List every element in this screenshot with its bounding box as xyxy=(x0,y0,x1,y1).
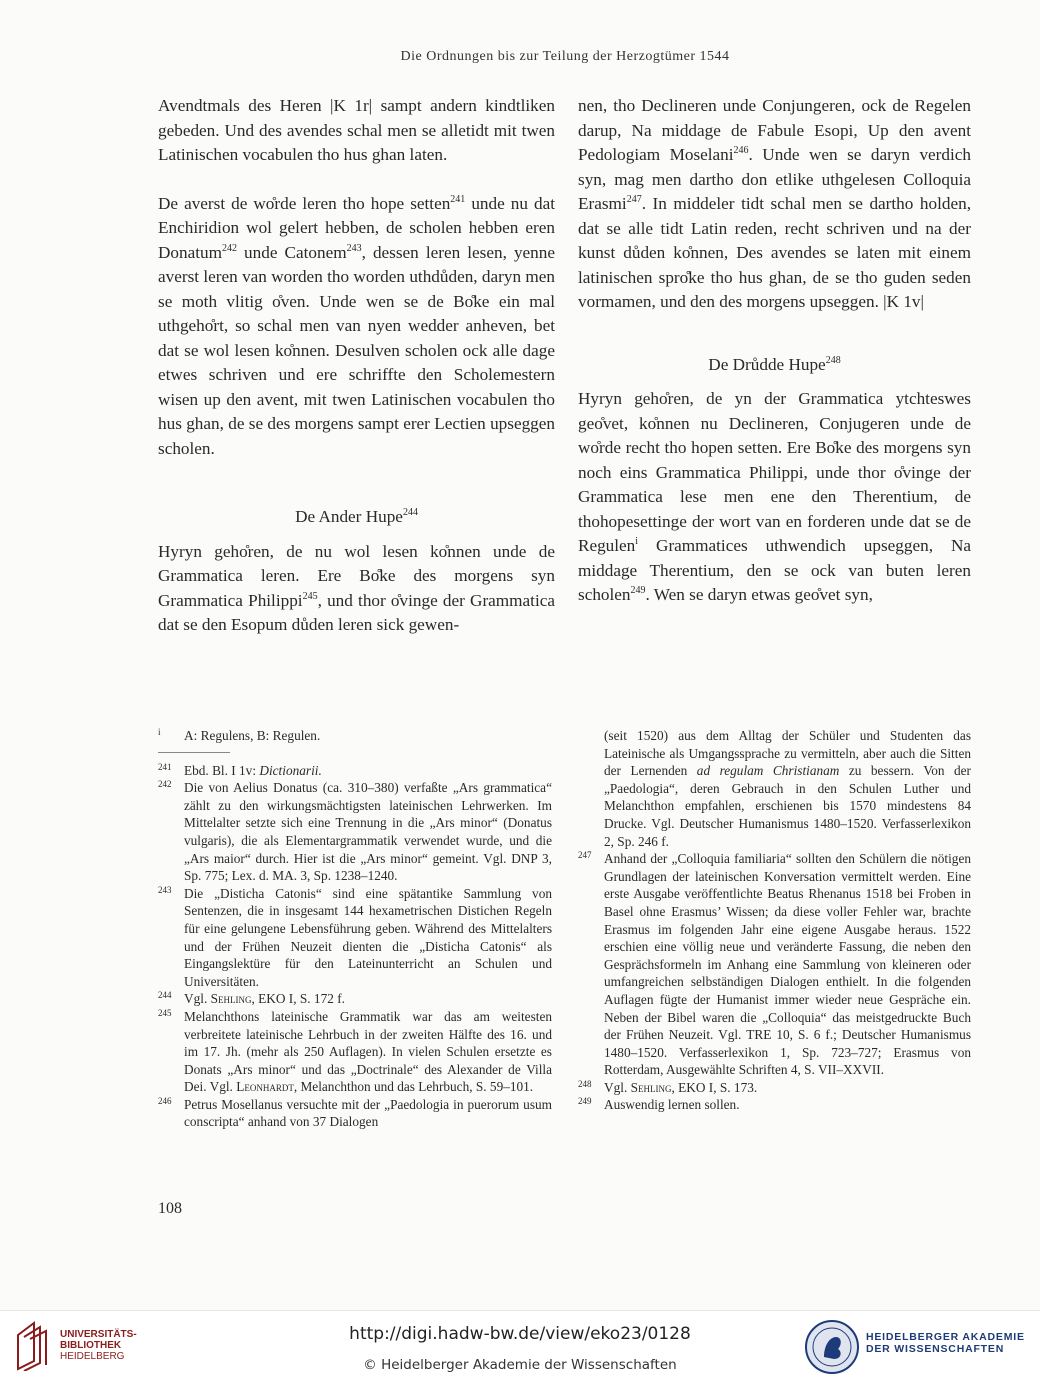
running-head: Die Ordnungen bis zur Teilung der Herzogtümer 1544 xyxy=(400,49,730,64)
footnote: 242 Die von Aelius Donatus (ca. 310–380) verfaßte „Ars grammatica“ zählt zu den wirkungsmächtigsten lateinischen Lehrwerken. Im Mittelalter setzte sich eine Trennung in die „Ars minor“ (Donatus vulgaris), die als Elementargrammatik verwendet wurde, und die „Ars maior“ durch. Hier ist die „Ars minor“ gemeint. Vgl. DNP 3, Sp. 775; Lex. d. MA. 3, Sp. 1238–1240. xyxy=(158,779,552,884)
footnotes-right xyxy=(578,727,971,1114)
footnote-ref: 244 xyxy=(402,507,418,518)
left-text-column xyxy=(158,94,555,638)
footnote: i A: Regulens, B: Regulen. xyxy=(158,727,321,743)
permalink-url[interactable]: http://digi.hadw-bw.de/view/eko23/0128 xyxy=(349,1324,691,1344)
footnote-continuation: (seit 1520) aus dem Alltag der Schüler und Studenten das Lateinische als Umgangssprache zu vermitteln, aber auch die Sitten der Lernenden ad regulam Christianam zu bessern. Von der „Paedologia“, deren Gebrauch in den Schulen Luther und Melanchthon empfahlen, erschienen bis 1570 mindestens 84 Drucke. Vgl. Deutscher Humanismus 1480–1520. Verfasserlexikon 2, Sp. 246 f. xyxy=(604,728,971,849)
footnote-ref: i xyxy=(635,536,639,547)
footnote: 244 Vgl. Sehling, EKO I, S. 172 f. xyxy=(158,990,345,1007)
footnote: 248 Vgl. Sehling, EKO I, S. 173. xyxy=(578,1078,758,1095)
footnote-ref: 242 xyxy=(221,242,237,254)
section-heading: De Drůdde Hupe$^{248}$ xyxy=(708,354,841,374)
footnote-ref: 246 xyxy=(733,145,749,156)
paragraph: Avendtmals des Heren |K 1r| sampt andern kindtliken gebeden. Und des avendes schal men se alletidt mit twen Latinischen vocabulen tho hus ghan laten. xyxy=(158,96,555,164)
paragraph: Hyryn geho̊ren, de nu wol lesen ko̊nnen unde de Grammatica leren. Ere Bo̊ke des morgens syn Grammatica Philippi$^{245}$, und thor o̊vinge der Grammatica dat se den Esopum důden leren sick gewen- xyxy=(158,541,555,634)
footnote: 245 Melanchthons lateinische Grammatik war das am weitesten verbreitete lateinische Lehrbuch in der zweiten Hälfte des 16. und im 17. Jh. (mehr als 250 Auflagen). In vielen Schulen ersetzte es Donats „Ars minor“ und das „Doctrinale“ des Alexander de Villa Dei. Vgl. Leonhardt, Melanchthon und das Lehrbuch, S. 59–101. xyxy=(158,1007,552,1095)
footnote-ref: 241 xyxy=(450,193,466,205)
university-library-name[interactable]: UNIVERSITÄTS- BIBLIOTHEK HEIDELBERG xyxy=(60,1329,137,1362)
footnote-rule xyxy=(158,752,230,753)
copyright-notice: © Heidelberger Akademie der Wissenschaften xyxy=(363,1357,677,1373)
footnote: 243 Die „Disticha Catonis“ sind eine spätantike Sammlung von Sentenzen, die in insgesamt 144 hexametrischen Distichen Regeln für eine gelungene Lebensführung geben. Während des Mittelalters und der Frühen Neuzeit dienten die „Disticha Catonis“ als Eingangslektüre für den Lateinunterricht an Schulen und Universitäten. xyxy=(158,884,552,989)
footnotes-left xyxy=(158,727,552,1131)
right-text-column xyxy=(578,94,971,608)
footnote-ref: 243 xyxy=(346,242,362,254)
footnote: 241 Ebd. Bl. I 1v: Dictionarii. xyxy=(158,761,322,778)
paragraph: Hyryn geho̊ren, de yn der Grammatica ytchteswes geo̊vet, ko̊nnen nu Declineren, Conjugeren unde de wo̊rde recht tho hopen setten. Ere Bo̊ke des morgens syn noch eins Grammatica Philippi, unde thor o̊vinge der Grammatica lese men ene den Therentium, de thohopesettinge der wort van en forderen unde dat se de Regulen$^i$ Grammatices uthwendich upseggen, Na middage Therentium, den se ock van buten leren scholen$^{249}$. Wen se daryn etwas geo̊vet syn, xyxy=(578,389,971,604)
academy-seal-icon xyxy=(804,1319,860,1375)
section-heading: De Ander Hupe$^{244}$ xyxy=(295,507,418,526)
paragraph: De averst de wo̊rde leren tho hope setten$^{241}$ unde nu dat Enchiridion wol gelert hebben, de scholen hebben eren Donatum$^{242}$ unde Catonem$^{243}$, dessen leren lesen, yenne averst leren van worden tho worden uthdůden, daryn men se moth vlitig o̊ven. Unde wen se de Bo̊ke ein mal uthgeho̊rt, so schal men van nyen wedder anheven, bet dat se wol lesen ko̊nnen. Desulven scholen ock alle dage etwes schriven und ere schriffte den Scholemestern wisen up den avent, mit twen Latinischen vocabulen tho hus ghan, de se des morgens sampt erer Lectien upseggen scholen. xyxy=(158,193,555,458)
footnote: 249 Auswendig lernen sollen. xyxy=(578,1096,740,1113)
footnote: 247 Anhand der „Colloquia familiaria“ sollten den Schülern die nötigen Grundlagen der lateinischen Konversation vermittelt werden. Eine erste Ausgabe veröffentlichte Beatus Rhenanus 1518 bei Froben in Basel ohne Erasmus’ Wissen; da diese voller Fehler war, brachte Erasmus im folgenden Jahr eine eigene Ausgabe heraus. 1522 erschien eine völlig neue und veränderte Fassung, die neben den Gesprächsformeln im Anhang eine Sammlung von kleineren oder umfangreichen selbständigen Dialogen enthielt. In die folgenden Auflagen fügte der Humanist immer wieder neue Gespräche ein. Neben der Bibel waren die „Colloquia“ das meistgedruckte Buch der Frühen Neuzeit. Vgl. TRE 10, S. 6 f.; Deutscher Humanismus 1480–1520. Verfasserlexikon 1, Sp. 723–727; Erasmus von Rotterdam, Ausgewählte Schriften 4, S. VII–XXVII. xyxy=(578,850,971,1078)
page-number: 108 xyxy=(158,1200,182,1217)
footnote-ref: 248 xyxy=(825,354,841,366)
viewer-footer xyxy=(0,1310,1040,1385)
footnote: 246 Petrus Mosellanus versuchte mit der „Paedologia in puerorum usum conscripta“ anhand von 37 Dialogen xyxy=(158,1095,552,1130)
footnote-ref: 249 xyxy=(630,585,646,596)
paragraph: nen, tho Declineren unde Conjungeren, ock de Regelen darup, Na middage de Fabule Esopi, Up den avent Pedologiam Moselani$^{246}$. Unde wen se daryn verdich syn, mag men dartho don etlike uthgelesen Colloquia Erasmi$^{247}$. In middeler tidt schal men se dartho holden, dat se alle tidt Latin reden, recht schriven und na der kunst důden ko̊nnen, Des avendes se laten mit einem latinischen spro̊ke tho hus ghan, de se tho guden seden vormamen, und den des morgens upseggen. |K 1v| xyxy=(578,96,971,311)
footnote-ref: 245 xyxy=(302,590,318,602)
academy-name[interactable]: HEIDELBERGER AKADEMIE DER WISSENSCHAFTEN xyxy=(866,1331,1025,1355)
footnote-ref: 247 xyxy=(626,194,642,205)
